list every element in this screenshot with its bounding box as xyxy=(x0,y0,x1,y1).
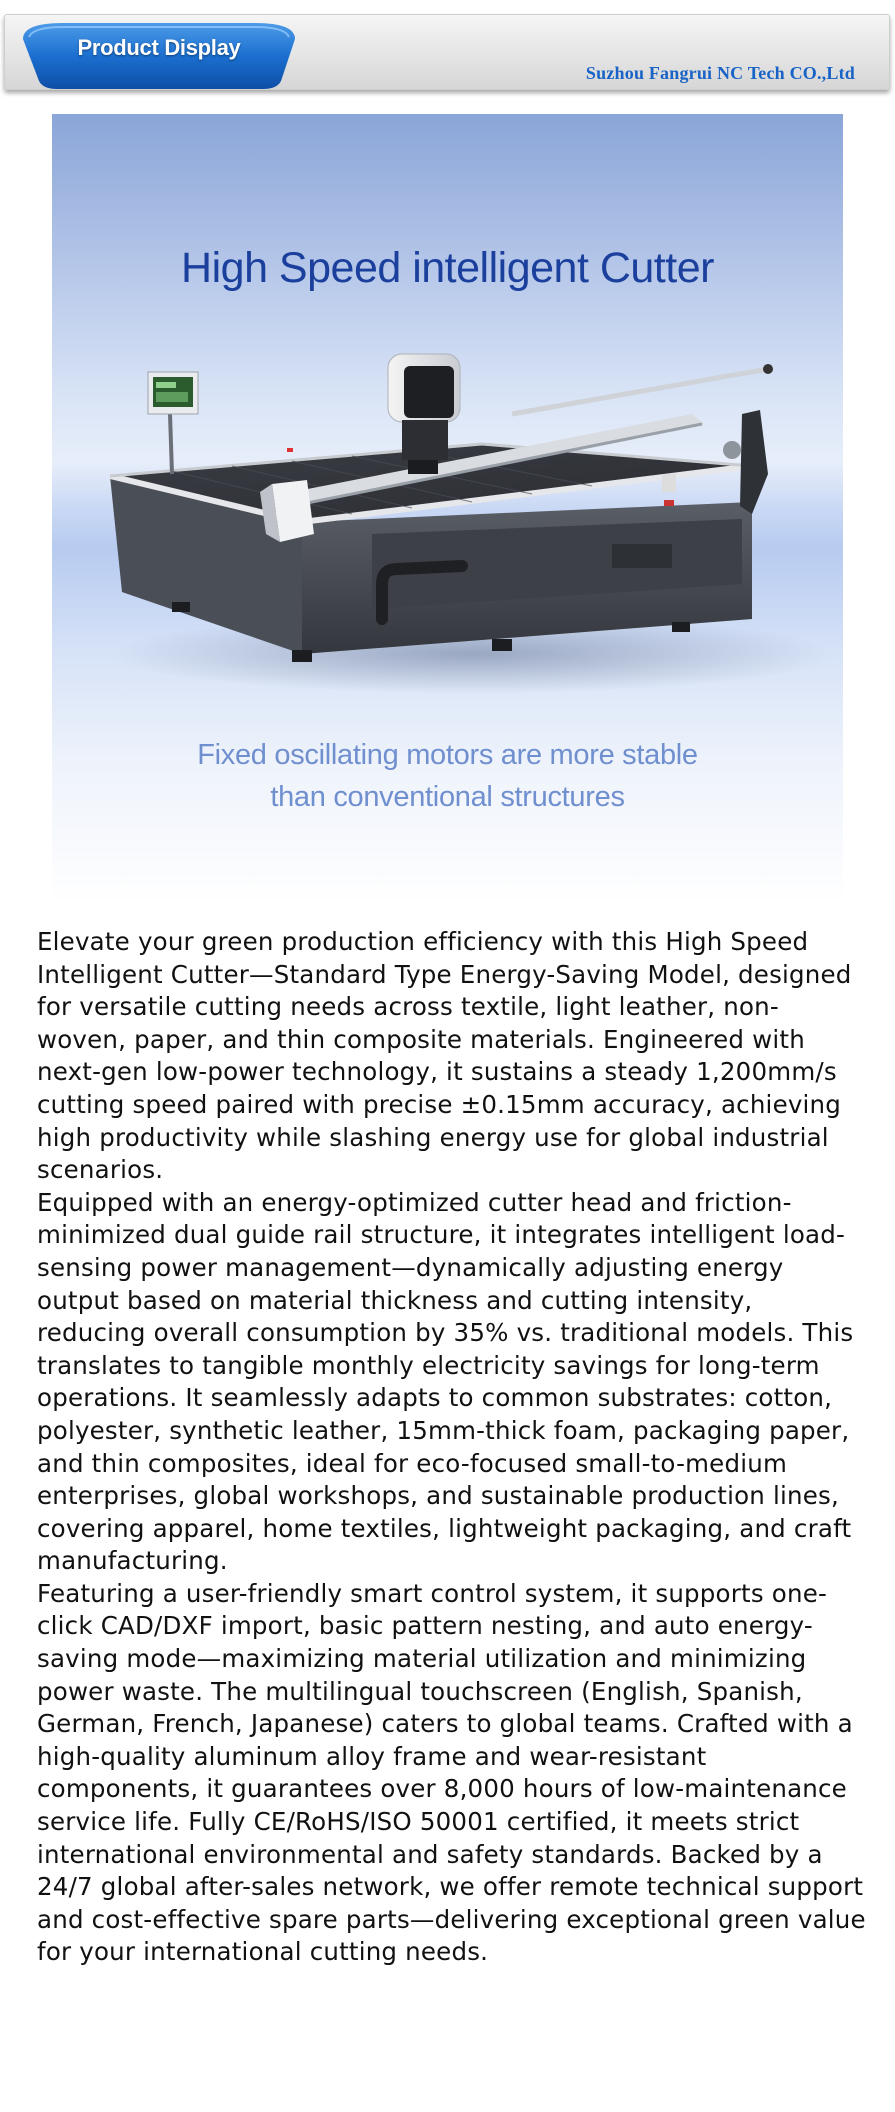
hero-title: High Speed intelligent Cutter xyxy=(181,244,714,292)
product-description xyxy=(37,926,867,1969)
hero-subtitle-line-1: Fixed oscillating motors are more stable xyxy=(197,739,698,771)
description-paragraph-3: Featuring a user-friendly smart control system, it supports one-click CAD/DXF import, basic pattern nesting, and auto energy-saving mode—maximizing material utilization and minimizing power waste. The multilingual touchscreen (English, Spanish, German, French, Japanese) caters to global teams. Crafted with a high-quality aluminum alloy frame and wear-resistant components, it guarantees over 8,000 hours of low-maintenance service life. Fully CE/RoHS/ISO 50001 certified, it meets strict international environmental and safety standards. Backed by a 24/7 global after-sales network, we offer remote technical support and cost-effective spare parts—delivering exceptional green value for your international cutting needs. xyxy=(37,1578,866,1967)
product-hero-banner xyxy=(52,114,843,904)
hero-subtitle xyxy=(52,734,843,818)
hero-subtitle-line-2: than conventional structures xyxy=(270,781,625,813)
section-header-bar xyxy=(4,14,890,90)
company-name: Suzhou Fangrui NC Tech CO.,Ltd xyxy=(585,63,855,83)
section-tab-label: Product Display xyxy=(77,35,241,60)
description-paragraph-2: Equipped with an energy-optimized cutter head and friction-minimized dual guide rail structure, it integrates intelligent load-sensing power management—dynamically adjusting energy output based on material thickness and cutting intensity, reducing overall consumption by 35% vs. traditional models. This translates to tangible monthly electricity savings for long-term operations. It seamlessly adapts to common substrates: cotton, polyester, synthetic leather, 15mm-thick foam, packaging paper, and thin composites, ideal for eco-focused small-to-medium enterprises, global workshops, and sustainable production lines, covering apparel, home textiles, lightweight packaging, and craft manufacturing. xyxy=(37,1187,854,1576)
description-paragraph-1: Elevate your green production efficiency with this High Speed Intelligent Cutter—Standard Type Energy-Saving Model, designed for versatile cutting needs across textile, light leather, non-woven, paper, and thin composite materials. Engineered with next-gen low-power technology, it sustains a steady 1,200mm/s cutting speed paired with precise ±0.15mm accuracy, achieving high productivity while slashing energy use for global industrial scenarios. xyxy=(37,927,852,1185)
